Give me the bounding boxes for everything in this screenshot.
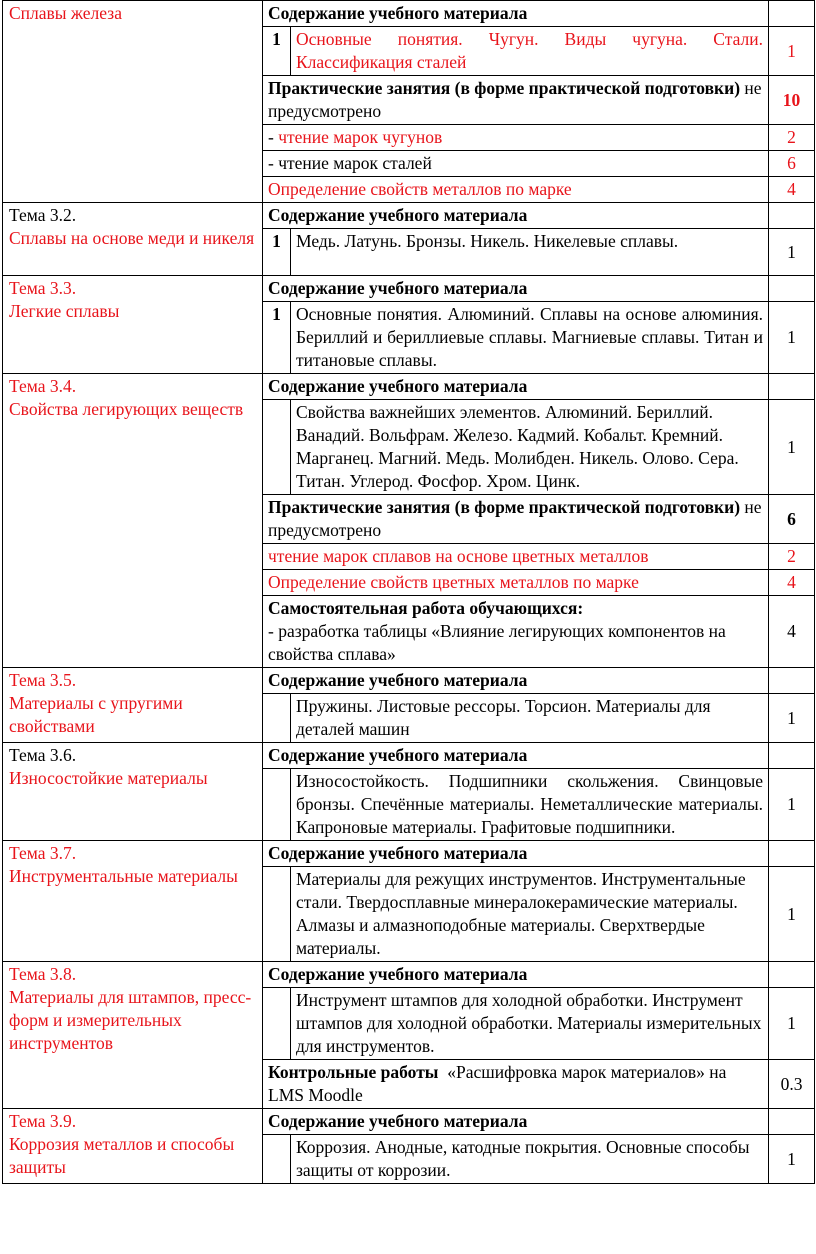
hours-cell (769, 743, 815, 769)
topic-cell (3, 1109, 263, 1184)
topic-cell (3, 841, 263, 962)
hours-cell: 1 (769, 1135, 815, 1184)
topic-title: Тема 3.2. (9, 205, 77, 225)
practice-item (263, 125, 769, 151)
topic-name: Коррозия металлов и способы защиты (9, 1134, 235, 1177)
content-header: Содержание учебного материала (263, 276, 769, 302)
practice-header (263, 76, 769, 125)
table-row (3, 1109, 815, 1135)
topic-name: Сплавы на основе меди и никеля (9, 228, 255, 248)
practice-bold: Практические занятия (в форме практической подготовки) (268, 497, 741, 517)
content-item: Пружины. Листовые рессоры. Торсион. Материалы для деталей машин (291, 694, 769, 743)
hours-cell: 4 (769, 177, 815, 203)
hours-cell (769, 374, 815, 400)
content-header: Содержание учебного материала (263, 203, 769, 229)
topic-cell (3, 668, 263, 743)
practice-item: - чтение марок сталей (263, 151, 769, 177)
item-number: 1 (263, 229, 291, 276)
topic-cell (3, 276, 263, 374)
topic-name: Износостойкие материалы (9, 768, 208, 788)
table-row (3, 962, 815, 988)
topic-title: Тема 3.7. (9, 843, 77, 863)
content-header: Содержание учебного материала (263, 962, 769, 988)
item-number (263, 400, 291, 495)
topic-title: Тема 3.8. (9, 964, 77, 984)
content-header: Содержание учебного материала (263, 743, 769, 769)
topic-title: Тема 3.3. (9, 278, 77, 298)
topic-name: Инструментальные материалы (9, 866, 238, 886)
practice-rest: не предусмотрено (268, 78, 762, 121)
hours-cell: 1 (769, 694, 815, 743)
hours-cell (769, 276, 815, 302)
practice-bold: Практические занятия (в форме практической подготовки) (268, 78, 741, 98)
content-item: Инструмент штампов для холодной обработки. Инструмент штампов для холодной обработки. Материалы измерительных для инструментов. (291, 988, 769, 1060)
table-row (3, 203, 815, 229)
topic-cell (3, 962, 263, 1109)
hours-cell: 1 (769, 867, 815, 962)
table-row (3, 276, 815, 302)
topic-name: Легкие сплавы (9, 301, 120, 321)
hours-cell: 0.3 (769, 1060, 815, 1109)
control-work (263, 1060, 769, 1109)
item-number: 1 (263, 302, 291, 374)
content-header: Содержание учебного материала (263, 668, 769, 694)
table-row (3, 668, 815, 694)
control-work-bold: Контрольные работы (268, 1062, 439, 1082)
content-item: Свойства важнейших элементов. Алюминий. Бериллий. Ванадий. Вольфрам. Железо. Кадмий. Кобальт. Кремний. Марганец. Магний. Медь. Молибден. Никель. Олово. Сера. Титан. Углерод. Фосфор. Хром. Цинк. (291, 400, 769, 495)
hours-cell (769, 962, 815, 988)
item-number (263, 694, 291, 743)
item-number (263, 988, 291, 1060)
hours-cell: 4 (769, 596, 815, 668)
content-header: Содержание учебного материала (263, 1, 769, 27)
content-header: Содержание учебного материала (263, 841, 769, 867)
topic-name: Сплавы железа (9, 3, 122, 23)
practice-item: чтение марок сплавов на основе цветных металлов (263, 544, 769, 570)
topic-cell (3, 1, 263, 203)
hours-cell (769, 668, 815, 694)
topic-cell (3, 374, 263, 668)
content-item: Износостойкость. Подшипники скольжения. Свинцовые бронзы. Спечённые материалы. Неметаллические материалы. Капроновые материалы. Графитовые подшипники. (291, 769, 769, 841)
hours-cell: 1 (769, 988, 815, 1060)
hours-cell: 6 (769, 495, 815, 544)
hours-cell: 4 (769, 570, 815, 596)
item-number (263, 1135, 291, 1184)
hours-cell: 1 (769, 229, 815, 276)
hours-cell: 6 (769, 151, 815, 177)
practice-dash: - (268, 127, 279, 147)
content-header: Содержание учебного материала (263, 374, 769, 400)
table-row (3, 1, 815, 27)
table-row (3, 374, 815, 400)
table-row (3, 743, 815, 769)
hours-cell: 2 (769, 125, 815, 151)
hours-cell: 1 (769, 27, 815, 76)
hours-cell (769, 1, 815, 27)
hours-cell (769, 1109, 815, 1135)
hours-cell: 2 (769, 544, 815, 570)
topic-cell (3, 743, 263, 841)
content-item: Медь. Латунь. Бронзы. Никель. Никелевые сплавы. (291, 229, 769, 276)
practice-header (263, 495, 769, 544)
hours-cell: 1 (769, 769, 815, 841)
hours-cell: 1 (769, 400, 815, 495)
content-item: Материалы для режущих инструментов. Инструментальные стали. Твердосплавные минералокерамические материалы. Алмазы и алмазноподобные материалы. Сверхтвердые материалы. (291, 867, 769, 962)
table-row (3, 841, 815, 867)
curriculum-table (2, 0, 815, 1184)
self-study-text: - разработка таблицы «Влияние легирующих компонентов на свойства сплава» (268, 621, 726, 664)
hours-cell (769, 841, 815, 867)
item-number: 1 (263, 27, 291, 76)
hours-cell: 10 (769, 76, 815, 125)
practice-item: Определение свойств металлов по марке (263, 177, 769, 203)
topic-name: Материалы с упругими свойствами (9, 693, 183, 736)
topic-name: Материалы для штампов, пресс-форм и измерительных инструментов (9, 987, 252, 1053)
content-item: Основные понятия. Алюминий. Сплавы на основе алюминия. Бериллий и бериллиевые сплавы. Магниевые сплавы. Титан и титановые сплавы. (291, 302, 769, 374)
hours-cell: 1 (769, 302, 815, 374)
topic-name: Свойства легирующих веществ (9, 399, 244, 419)
topic-title: Тема 3.9. (9, 1111, 77, 1131)
control-work-text: «Расшифровка марок материалов» на LMS Moodle (268, 1062, 731, 1105)
item-number (263, 867, 291, 962)
topic-cell (3, 203, 263, 276)
topic-title: Тема 3.4. (9, 376, 77, 396)
practice-text: чтение марок чугунов (278, 127, 443, 147)
self-study-title: Самостоятельная работа обучающихся: (268, 598, 584, 618)
content-item: Основные понятия. Чугун. Виды чугуна. Стали. Классификация сталей (291, 27, 769, 76)
topic-title: Тема 3.6. (9, 745, 77, 765)
item-number (263, 769, 291, 841)
content-item: Коррозия. Анодные, катодные покрытия. Основные способы защиты от коррозии. (291, 1135, 769, 1184)
practice-rest: не предусмотрено (268, 497, 762, 540)
self-study (263, 596, 769, 668)
topic-title: Тема 3.5. (9, 670, 77, 690)
practice-item: Определение свойств цветных металлов по марке (263, 570, 769, 596)
hours-cell (769, 203, 815, 229)
content-header: Содержание учебного материала (263, 1109, 769, 1135)
